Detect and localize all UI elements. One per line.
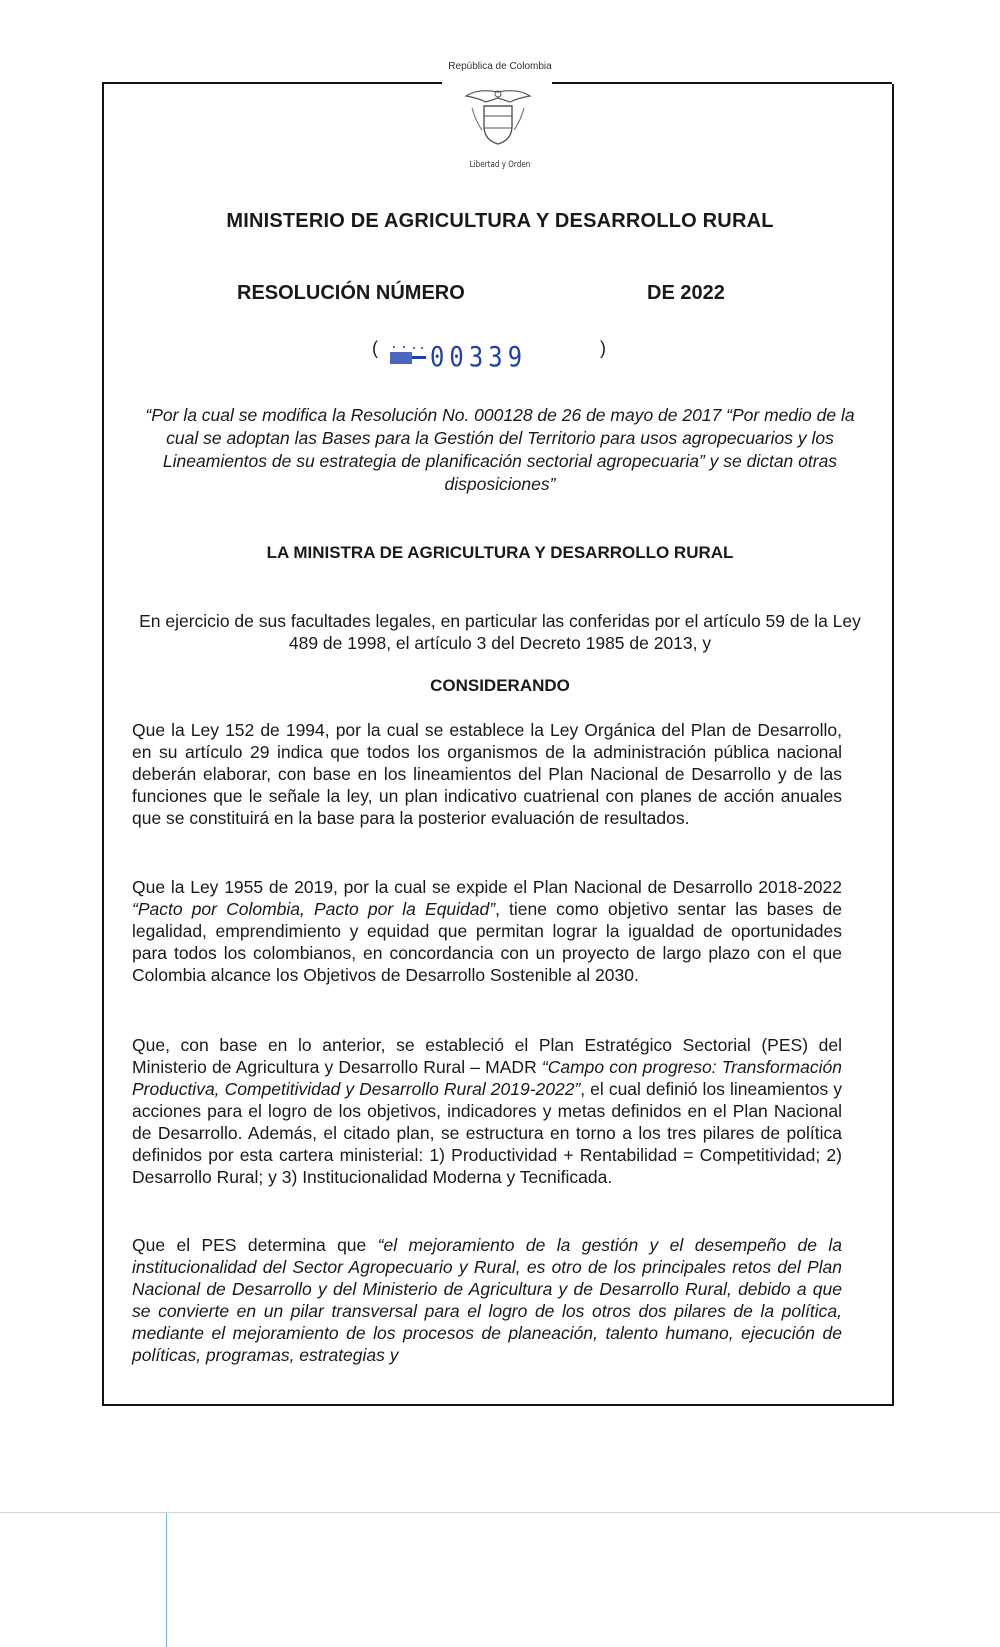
- coat-of-arms-icon: [458, 86, 538, 148]
- motto-label: Libertad y Orden: [469, 160, 531, 170]
- minister-heading: LA MINISTRA DE AGRICULTURA Y DESARROLLO RURAL: [266, 543, 734, 562]
- paragraph-text: Que, con base en lo anterior, se estableció el Plan Estratégico Sectorial (PES) del Ministerio de Agricultura y Desarrollo Rural – MADR: [132, 1035, 842, 1077]
- exercise-paragraph: En ejercicio de sus facultades legales, en particular las conferidas por el artículo 59 de la Ley 489 de 1998, el artículo 3 del Decreto 1985 de 2013, y: [139, 611, 861, 653]
- paragraph-pes-gestion: [132, 1234, 842, 1366]
- considerando-heading: CONSIDERANDO: [430, 676, 570, 695]
- scan-margin-mark: [166, 1513, 167, 1647]
- paragraph-text: Que el PES determina que: [132, 1235, 378, 1255]
- resolution-number: 00339: [430, 340, 528, 373]
- close-paren: ): [600, 338, 606, 358]
- open-paren: (: [372, 338, 378, 358]
- paragraph-italic: “Pacto por Colombia, Pacto por la Equidad”: [132, 899, 496, 919]
- paragraph-text: , el cual definió los lineamientos y acciones para el logro de los objetivos, indicadores y metas definidos en el Plan Nacional de Desarrollo. Además, el citado plan, se estructura en torno a los tres pilares de política definidos por esta cartera ministerial: 1) Productividad + Rentabilidad = Competitividad; 2) Desarrollo Rural; y 3) Institucionalidad Moderna y Tecnificada.: [132, 1079, 842, 1187]
- resolution-label: RESOLUCIÓN NÚMERO: [237, 282, 465, 304]
- paragraph-pes: [132, 1034, 842, 1188]
- paragraph-text: Que la Ley 1955 de 2019, por la cual se expide el Plan Nacional de Desarrollo 2018-2022: [132, 877, 842, 897]
- resolution-title: “Por la cual se modifica la Resolución No. 000128 de 26 de mayo de 2017 “Por medio de la cual se adoptan las Bases para la Gestión del Territorio para usos agropecuarios y los Lineamientos de su estrategia de planificación sectorial agropecuaria” y se dictan otras disposiciones”: [145, 405, 855, 494]
- paragraph-italic: “Campo con progreso: Transformación Productiva, Competitividad y Desarrollo Rural 2019-2022”: [132, 1057, 843, 1099]
- republica-label: República de Colombia: [448, 61, 552, 72]
- ministry-heading: MINISTERIO DE AGRICULTURA Y DESARROLLO RURAL: [226, 210, 774, 232]
- paragraph-ley-1955: [132, 876, 842, 986]
- paragraph-ley-152: Que la Ley 152 de 1994, por la cual se establece la Ley Orgánica del Plan de Desarrollo, en su artículo 29 indica que todos los organismos de la administración pública nacional deberán elaborar, con base en los lineamientos del Plan Nacional de Desarrollo y de las funciones que le señale la ley, un plan indicativo cuatrienal con planes de acción anuales que se constituirá en la base para la posterior evaluación de resultados.: [132, 720, 842, 828]
- resolution-year: DE 2022: [647, 282, 725, 304]
- paragraph-italic: “el mejoramiento de la gestión y el desempeño de la institucionalidad del Sector Agropecuario y Rural, es otro de los principales retos del Plan Nacional de Desarrollo y del Ministerio de Agricultura y de Desarrollo Rural, debido a que se convierte en un pilar transversal para el logro de los otros dos pilares de la política, mediante el mejoramiento de los procesos de planeación, talento humano, ejecución de políticas, programas, estrategias y: [132, 1235, 843, 1365]
- stamp-mark-icon: [388, 346, 428, 368]
- resolution-number-stamp: [372, 338, 612, 378]
- scan-edge-line: [0, 1512, 1000, 1513]
- paragraph-text: , tiene como objetivo sentar las bases de legalidad, emprendimiento y equidad que permitan lograr la igualdad de oportunidades para todos los colombianos, en concordancia con un proyecto de largo plazo con el que Colombia alcance los Objetivos de Desarrollo Sostenible al 2030.: [132, 899, 842, 985]
